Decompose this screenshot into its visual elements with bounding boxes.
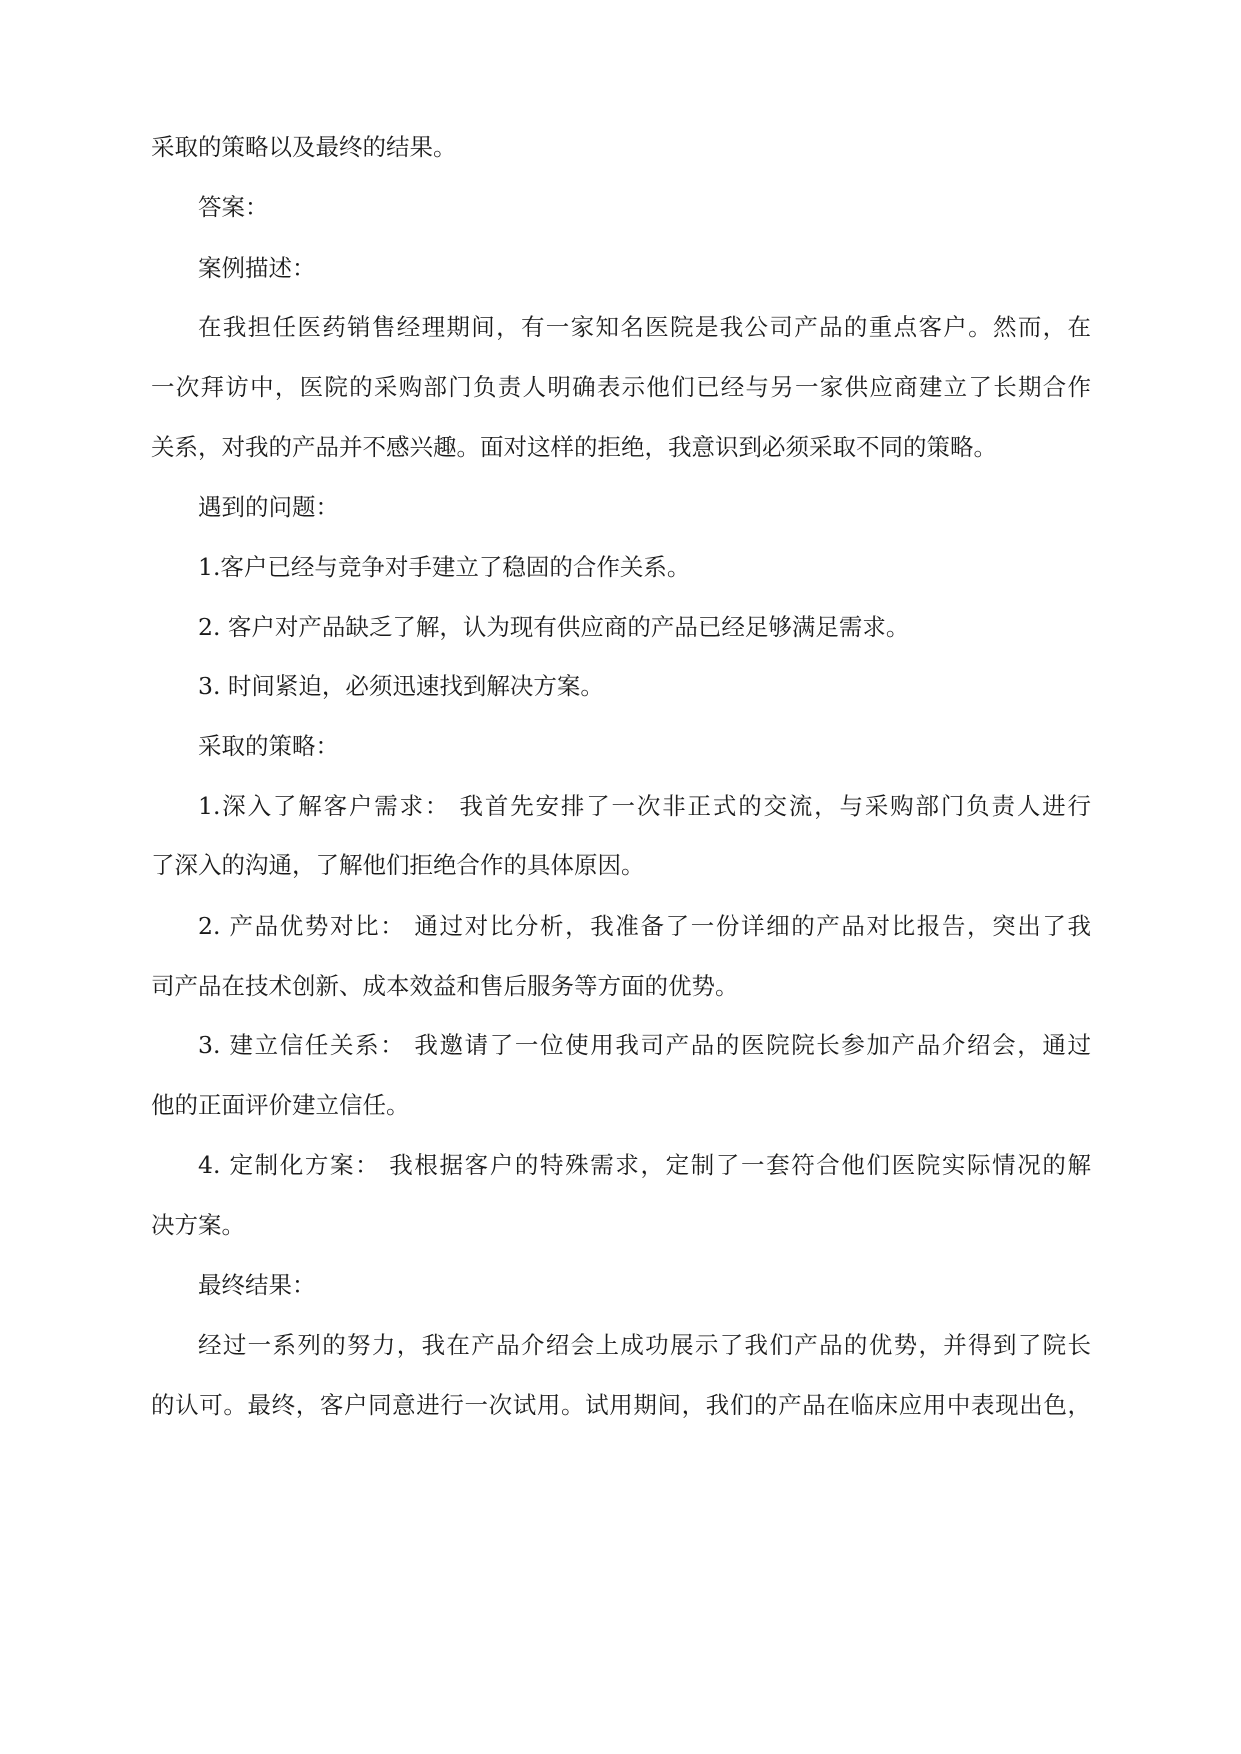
section-heading-strategies: 采取的策略：	[198, 732, 339, 760]
section-heading-case-description: 案例描述：	[198, 254, 316, 282]
section-heading-problems: 遇到的问题：	[198, 493, 339, 521]
section-heading-result: 最终结果：	[198, 1271, 316, 1299]
paragraph-line: 了深入的沟通，了解他们拒绝合作的具体原因。	[151, 851, 645, 879]
list-item: 3. 时间紧迫，必须迅速找到解决方案。	[198, 672, 604, 700]
paragraph-line: 他的正面评价建立信任。	[151, 1091, 410, 1119]
paragraph-line: 司产品在技术创新、成本效益和售后服务等方面的优势。	[151, 972, 739, 1000]
paragraph-line: 在我担任医药销售经理期间，有一家知名医院是我公司产品的重点客户。然而，在	[198, 313, 1091, 341]
paragraph-line: 一次拜访中，医院的采购部门负责人明确表示他们已经与另一家供应商建立了长期合作	[151, 373, 1091, 401]
answer-heading: 答案：	[198, 193, 269, 221]
list-item: 1.深入了解客户需求： 我首先安排了一次非正式的交流，与采购部门负责人进行	[198, 792, 1091, 820]
paragraph-line: 的认可。最终，客户同意进行一次试用。试用期间，我们的产品在临床应用中表现出色，	[151, 1391, 1091, 1419]
list-item: 2. 产品优势对比： 通过对比分析，我准备了一份详细的产品对比报告，突出了我	[198, 912, 1091, 940]
paragraph-line: 关系，对我的产品并不感兴趣。面对这样的拒绝，我意识到必须采取不同的策略。	[151, 433, 997, 461]
list-item: 3. 建立信任关系： 我邀请了一位使用我司产品的医院院长参加产品介绍会，通过	[198, 1031, 1091, 1059]
paragraph-line: 决方案。	[151, 1211, 245, 1239]
paragraph-line: 采取的策略以及最终的结果。	[151, 133, 457, 161]
list-item: 2. 客户对产品缺乏了解，认为现有供应商的产品已经足够满足需求。	[198, 613, 910, 641]
list-item: 1.客户已经与竞争对手建立了稳固的合作关系。	[198, 553, 691, 581]
list-item: 4. 定制化方案： 我根据客户的特殊需求，定制了一套符合他们医院实际情况的解	[198, 1151, 1091, 1179]
paragraph-line: 经过一系列的努力，我在产品介绍会上成功展示了我们产品的优势，并得到了院长	[198, 1331, 1091, 1359]
